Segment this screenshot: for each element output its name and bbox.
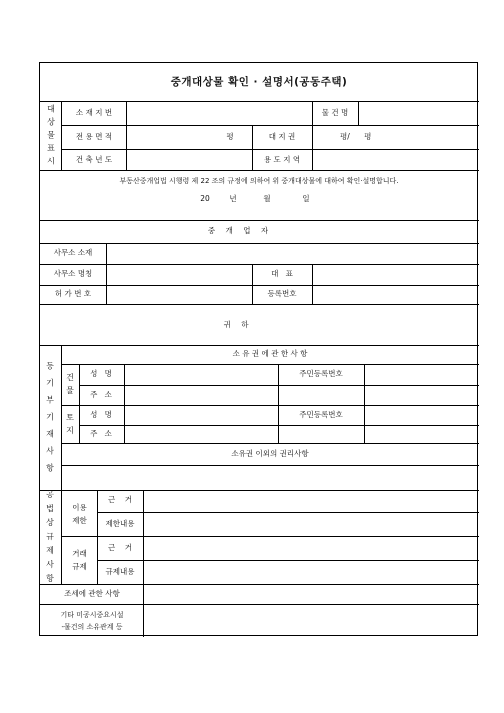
built-year-field[interactable] bbox=[127, 150, 251, 169]
office-location-field[interactable] bbox=[107, 244, 478, 263]
building-owner-name-label: 성 명 bbox=[90, 369, 112, 378]
property-name-field[interactable] bbox=[359, 102, 478, 124]
building-label: 건물 bbox=[66, 373, 74, 395]
property-name-label: 물 건 명 bbox=[321, 108, 349, 117]
use-restriction-basis-label: 근 거 bbox=[107, 495, 133, 504]
land-owner-name-field[interactable] bbox=[125, 406, 277, 424]
building-owner-address-field[interactable] bbox=[125, 386, 478, 404]
target-section-label: 대상물표시 bbox=[47, 104, 55, 166]
use-restriction-label: 이용 제한 bbox=[72, 503, 87, 525]
public-law-section-label: 공법상규제사항 bbox=[46, 490, 54, 583]
use-restriction-basis-field[interactable] bbox=[144, 491, 478, 511]
area-unit-label: 평 bbox=[226, 132, 234, 141]
contract-form bbox=[39, 62, 478, 636]
trade-regulation-basis-field[interactable] bbox=[144, 537, 478, 559]
trade-regulation-basis-label: 근 거 bbox=[107, 543, 133, 552]
tax-field[interactable] bbox=[144, 585, 478, 603]
ownership-header: 소 유 권 에 관 한 사 항 bbox=[232, 349, 308, 358]
registration-no-label: 등록번호 bbox=[267, 289, 297, 298]
regulation-detail-field[interactable] bbox=[144, 561, 478, 583]
land-right-label: 대 지 권 bbox=[268, 132, 296, 141]
building-owner-id-field[interactable] bbox=[365, 365, 478, 384]
land-owner-address-field[interactable] bbox=[125, 426, 478, 442]
date-day-label: 일 bbox=[302, 194, 310, 203]
exclusive-area-label: 전 용 면 적 bbox=[75, 132, 113, 141]
office-name-label: 사무소 명칭 bbox=[53, 269, 93, 278]
registration-no-field[interactable] bbox=[313, 286, 478, 303]
other-rights-field[interactable] bbox=[62, 466, 478, 489]
form-title: 중개대상물 확인 · 설명서(공동주택) bbox=[170, 76, 348, 88]
land-owner-address-label: 주 소 bbox=[90, 429, 112, 438]
trade-regulation-label: 거래 규제 bbox=[72, 549, 87, 571]
land-owner-id-field[interactable] bbox=[365, 406, 478, 424]
office-name-field[interactable] bbox=[107, 265, 251, 284]
other-rights-label: 소유권 이외의 권리사항 bbox=[231, 449, 309, 458]
tax-label: 조세에 관한 사항 bbox=[64, 589, 120, 598]
other-matters-field[interactable] bbox=[144, 605, 478, 635]
office-location-label: 사무소 소재 bbox=[53, 248, 93, 257]
recipient-label: 귀 하 bbox=[223, 320, 253, 329]
other-matters-label: 기타 미공시중요시설 -물건의 소유관계 등 bbox=[60, 611, 124, 631]
restriction-detail-label: 제한내용 bbox=[105, 519, 135, 528]
representative-field[interactable] bbox=[313, 265, 478, 284]
statement-text: 부동산중개업법 시행령 제 22 조의 규정에 의하여 위 중개대상물에 대하여 확인·설명합니다. bbox=[119, 177, 399, 185]
date-month-label: 월 bbox=[263, 194, 271, 203]
building-owner-id-label: 주민등록번호 bbox=[299, 369, 343, 378]
restriction-detail-field[interactable] bbox=[144, 513, 478, 535]
address-label: 소 재 지 번 bbox=[75, 108, 113, 117]
land-right-value[interactable]: 평/ 평 bbox=[340, 132, 372, 141]
zoning-label: 용 도 지 역 bbox=[263, 155, 301, 164]
land-label: 토지 bbox=[66, 413, 74, 435]
building-owner-address-label: 주 소 bbox=[90, 390, 112, 399]
built-year-label: 건 축 년 도 bbox=[75, 155, 113, 164]
zoning-field[interactable] bbox=[313, 150, 478, 169]
land-owner-name-label: 성 명 bbox=[90, 410, 112, 419]
representative-label: 대 표 bbox=[271, 269, 293, 278]
address-field[interactable] bbox=[127, 102, 311, 124]
building-owner-name-field[interactable] bbox=[125, 365, 277, 384]
regulation-detail-label: 규제내용 bbox=[105, 567, 135, 576]
license-no-field[interactable] bbox=[107, 286, 251, 303]
land-owner-id-label: 주민등록번호 bbox=[299, 410, 343, 419]
broker-header: 중 개 업 자 bbox=[207, 226, 273, 235]
registry-section-label: 등기부기재사항 bbox=[46, 361, 54, 473]
date-year-label: 년 bbox=[229, 194, 237, 203]
license-no-label: 허 가 번 호 bbox=[54, 289, 92, 298]
date-year-prefix: 20 bbox=[200, 194, 210, 203]
